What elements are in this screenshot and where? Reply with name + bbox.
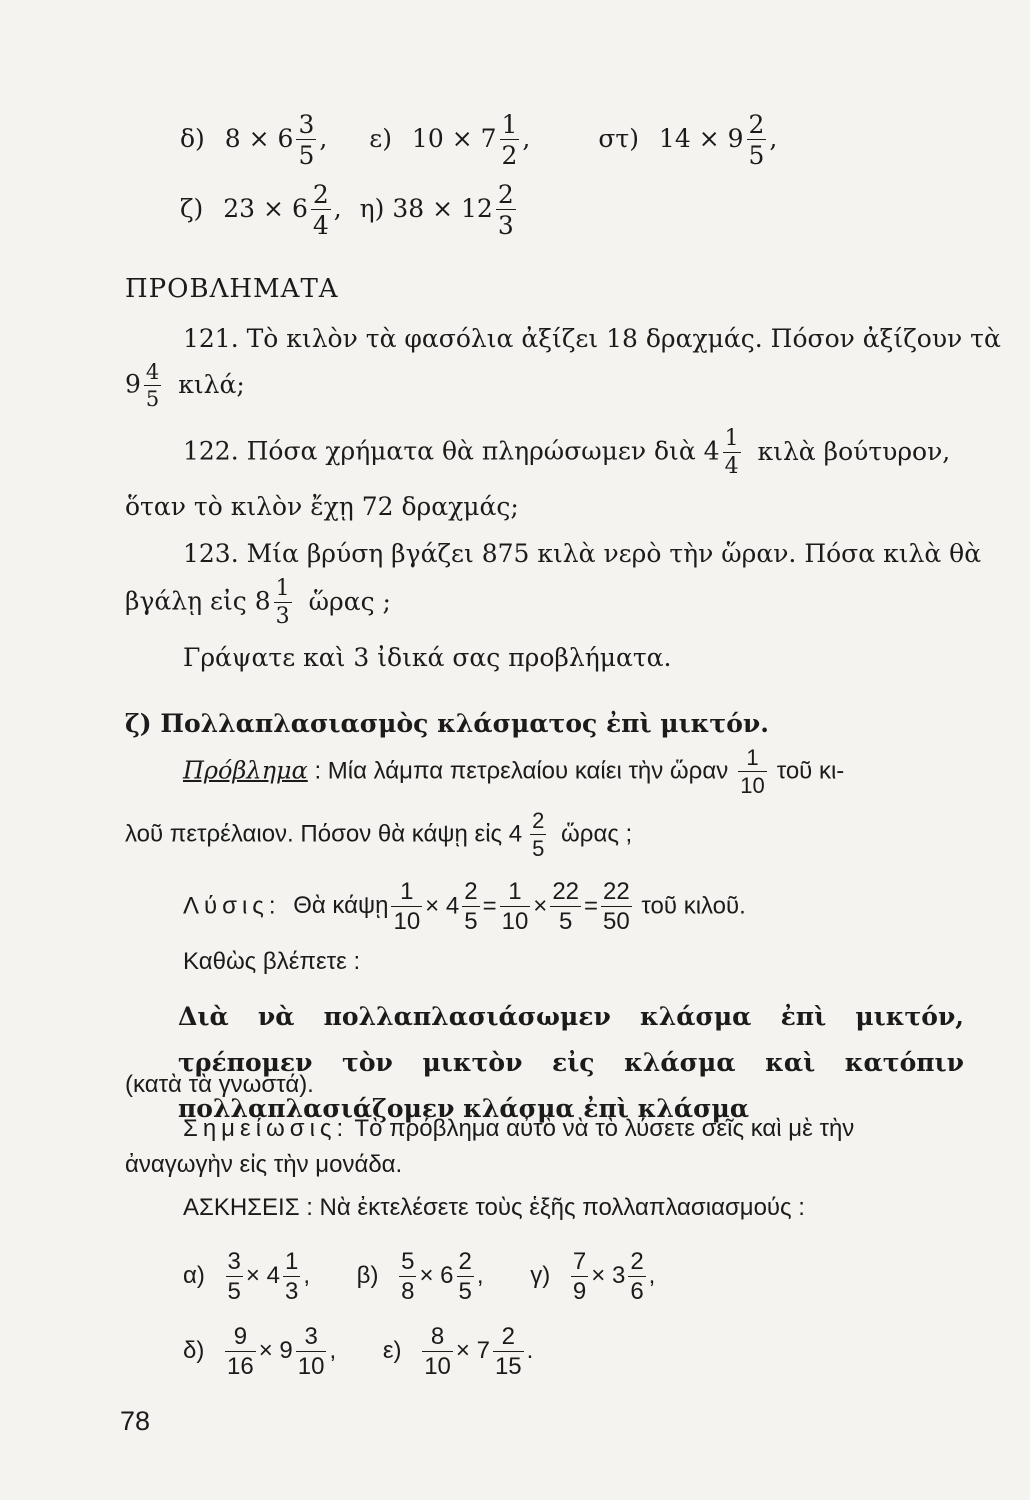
fraction: $\frac{2}{5}$ [532, 808, 545, 861]
fraction: $\frac{2}{5}$ [464, 878, 478, 935]
fraction: $\frac{2}{15}$ [494, 1323, 522, 1380]
fraction: $\frac{3}{5}$ [227, 1248, 241, 1305]
fraction: $\frac{22}{5}$ [552, 878, 580, 935]
exercise-e: ε) 10 × 7 $\frac{1}{2}$ , [369, 110, 531, 170]
problem-123: 123. Μία βρύση βγάζει 875 κιλὰ νερὸ τὴν ὥραν. Πόσα κιλὰ θὰ [183, 539, 982, 568]
page-number: 78 [120, 1406, 151, 1436]
problem-122-cont: ὅταν τὸ κιλὸν ἔχῃ 72 δραχμάς; [125, 492, 519, 521]
fraction: $\frac{2}{3}$ [497, 180, 514, 240]
as-you-see: Καθὼς βλέπετε : [183, 948, 361, 975]
problem-statement-cont: λοῦ πετρέλαιον. Πόσον θὰ κάψῃ εἰς 4 $\frac{2}{5}$ ὥρας ; [125, 808, 633, 861]
section-heading: ζ) Πολλαπλασιασμὸς κλάσματος ἐπὶ μικτόν. [125, 709, 769, 738]
fraction: $\frac{7}{9}$ [572, 1248, 587, 1305]
fraction: $\frac{1}{10}$ [393, 878, 421, 935]
exercise-st: στ) 14 × 9 $\frac{2}{5}$ , [598, 110, 778, 170]
fraction: $\frac{3}{5}$ [298, 110, 315, 170]
exercise-row-1 [180, 112, 777, 168]
note-line-2: ἀναγωγὴν εἰς τὴν μονάδα. [125, 1151, 403, 1178]
problem-statement: Πρόβλημα : Μία λάμπα πετρελαίου καίει τὴν ὥραν $\frac{1}{10}$ τοῦ κι- [183, 745, 845, 798]
fraction: $\frac{1}{3}$ [284, 1248, 299, 1305]
fraction: $\frac{1}{10}$ [740, 745, 765, 798]
fraction: $\frac{5}{8}$ [401, 1248, 415, 1305]
fraction: $\frac{2}{4}$ [312, 180, 329, 240]
fraction: $\frac{1}{10}$ [501, 878, 529, 935]
fraction: $\frac{8}{10}$ [424, 1323, 451, 1380]
fraction: $\frac{1}{2}$ [501, 110, 518, 170]
fraction: $\frac{1}{4}$ [724, 426, 739, 479]
exercise-row-2 [180, 182, 519, 238]
problem-121: 121. Τὸ κιλὸν τὰ φασόλια ἀξίζει 18 δραχμάς. Πόσον ἀξίζουν τὰ [183, 324, 1001, 353]
exercise-b: β) $\frac{5}{8}$ × 6 $\frac{2}{5}$ , [356, 1248, 484, 1305]
exercises-heading: ΑΣΚΗΣΕΙΣ : Νὰ ἐκτελέσετε τοὺς ἑξῆς πολλαπλασιασμούς : [183, 1194, 805, 1221]
problem-123-cont: βγάλῃ εἰς 8 $\frac{1}{3}$ ὥρας ; [125, 576, 391, 629]
exercise-e2: ε) $\frac{8}{10}$ × 7 $\frac{2}{15}$ . [382, 1323, 534, 1380]
write-problems: Γράψατε καὶ 3 ἰδικά σας προβλήματα. [183, 643, 672, 672]
fraction: $\frac{3}{10}$ [297, 1323, 325, 1380]
exercise-a: α) $\frac{3}{5}$ × 4 $\frac{1}{3}$ , [183, 1248, 310, 1305]
fraction: $\frac{9}{16}$ [227, 1323, 254, 1380]
fraction: $\frac{22}{50}$ [603, 878, 630, 935]
fraction: $\frac{4}{5}$ [145, 360, 160, 411]
problem-121-cont: 9 $\frac{4}{5}$ κιλά; [125, 360, 245, 411]
exercise-d2: δ) $\frac{9}{16}$ × 9 $\frac{3}{10}$ , [183, 1323, 337, 1380]
problems-title: ΠΡΟΒΛΗΜΑΤΑ [125, 274, 339, 304]
fraction: $\frac{1}{3}$ [275, 576, 290, 629]
problem-122: 122. Πόσα χρήματα θὰ πληρώσωμεν διὰ 4 $\frac{1}{4}$ κιλὰ βούτυρον, [183, 426, 951, 479]
exercise-z: ζ) 23 × 6 $\frac{2}{4}$ , [180, 180, 342, 240]
solution-line: Λύσις: Θὰ κάψῃ $\frac{1}{10}$ × 4 $\frac{2}{5}$ = $\frac{1}{10}$ × $\frac{22}{5}$ = $\frac{22}{50}$ τοῦ κιλοῦ. [183, 878, 746, 935]
exercise-h: η) 38 × 12 $\frac{2}{3}$ [359, 180, 514, 240]
fraction: $\frac{2}{6}$ [630, 1248, 644, 1305]
fraction: $\frac{2}{5}$ [748, 110, 765, 170]
rule-text: Διὰ νὰ πολλαπλασιάσωμεν κλάσμα ἐπὶ μικτόν, τρέπομεν τὸν μικτὸν εἰς κλάσμα καὶ κατόπιν πολλαπλασιάζομεν κλάσμα ἐπὶ κλάσμα [178, 1002, 964, 1123]
exercise-d: δ) 8 × 6 $\frac{3}{5}$ , [180, 110, 328, 170]
exercise-g: γ) $\frac{7}{9}$ × 3 $\frac{2}{6}$ , [530, 1248, 656, 1305]
bottom-exercise-row-1 [183, 1250, 655, 1304]
note-line: Σημείωσις: Τὸ πρόβλημα αὐτὸ νὰ τὸ λύσετε σεῖς καὶ μὲ τὴν [183, 1115, 855, 1142]
bottom-exercise-row-2 [183, 1325, 533, 1379]
fraction: $\frac{2}{5}$ [458, 1248, 472, 1305]
rule-tail: (κατὰ τὰ γνωστά). [125, 1071, 314, 1098]
